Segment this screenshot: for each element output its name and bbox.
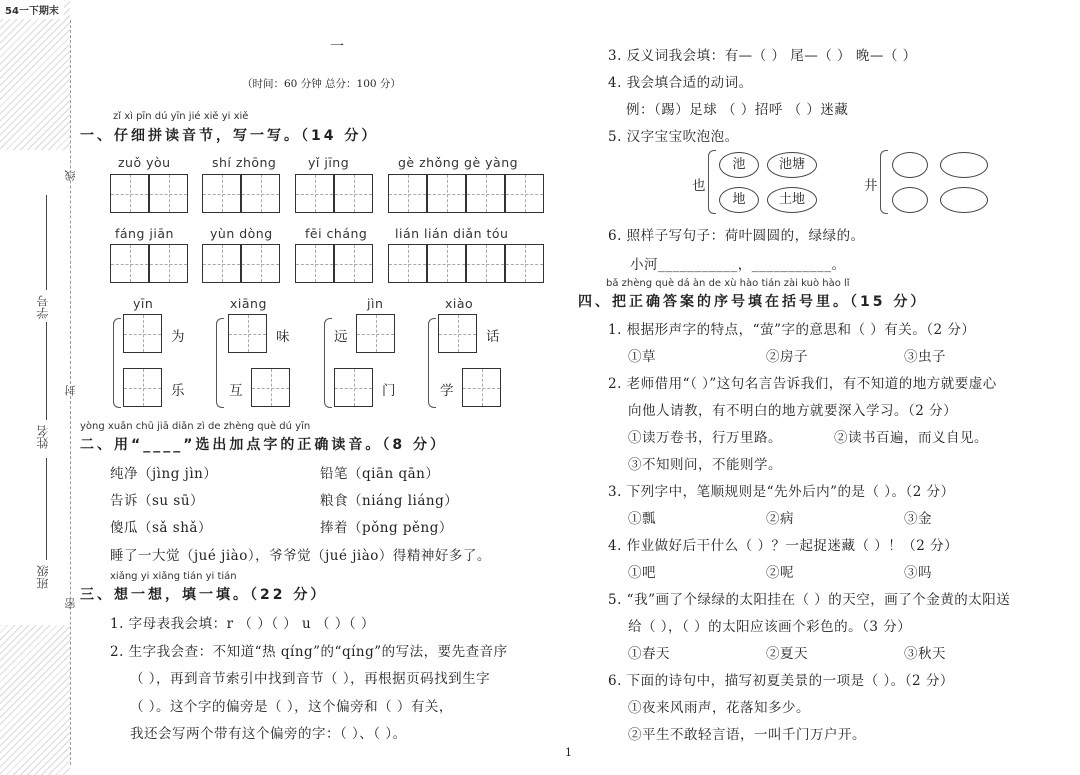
option[interactable]: ②呢 xyxy=(766,565,794,581)
exam-meta: （时间：60 分钟 总分：100 分） xyxy=(242,78,401,90)
tian-grid-box[interactable] xyxy=(334,174,373,213)
tian-grid-box[interactable] xyxy=(427,244,466,283)
bubble-brace-left xyxy=(708,150,716,214)
tian-grid-box[interactable] xyxy=(462,368,501,407)
option[interactable]: ①瓢 xyxy=(628,511,656,527)
s3-q6-line[interactable]: 小河___________，___________。 xyxy=(630,257,846,273)
option[interactable]: ②房子 xyxy=(766,349,808,365)
reading-item[interactable]: 告诉（su sū） xyxy=(110,493,205,509)
row3-pinyin-2: jìn xyxy=(367,296,384,311)
pair-char: 门 xyxy=(382,383,396,399)
s4-q4[interactable]: 4. 作业做好后干什么（ ）？一起捉迷藏（ ）！（2 分） xyxy=(608,538,959,554)
field-xingming-line[interactable] xyxy=(46,322,47,420)
field-label-xuehao: 学号 xyxy=(36,295,50,319)
pair-char: 味 xyxy=(276,329,290,345)
tian-grid-box[interactable] xyxy=(427,174,466,213)
section1-heading-pinyin: zǐ xì pīn dú yīn jié xiě yi xiě xyxy=(113,111,249,122)
bubble[interactable] xyxy=(892,187,928,213)
s4-q6[interactable]: 6. 下面的诗句中，描写初夏美景的一项是（ ）。（2 分） xyxy=(608,673,954,689)
reading-item-sentence[interactable]: 睡了一大觉（jué jiào），爷爷觉（jué jiào）得精神好多了。 xyxy=(110,548,491,564)
tian-grid-box[interactable] xyxy=(466,244,505,283)
row2-pinyin-0: fáng jiān xyxy=(115,226,174,241)
section2-heading: 二、用“____”选出加点字的正确读音。（8 分） xyxy=(80,437,448,453)
pair-brace xyxy=(428,318,436,408)
row2-pinyin-1: yùn dòng xyxy=(210,226,273,241)
tian-grid-box[interactable] xyxy=(466,174,505,213)
tian-grid-box[interactable] xyxy=(388,244,427,283)
tian-grid-box[interactable] xyxy=(241,244,280,283)
row3-pinyin-0: yīn xyxy=(133,296,154,311)
option[interactable]: ②平生不敢轻言语，一叫千门万户开。 xyxy=(628,727,866,743)
row1-pinyin-3: gè zhǒng gè yàng xyxy=(398,155,519,170)
reading-item[interactable]: 捧着（pǒng pěng） xyxy=(320,520,453,536)
pair-char: 远 xyxy=(334,329,348,345)
pair-char: 乐 xyxy=(171,383,185,399)
s4-q2-line1[interactable]: 2. 老师借用“（ ）”这句名言告诉我们，有不知道的地方就要虚心 xyxy=(608,376,997,392)
field-label-banji: 班级 xyxy=(36,565,50,589)
tian-grid-box[interactable] xyxy=(149,244,188,283)
tian-grid-box[interactable] xyxy=(202,174,241,213)
bubble-root-left: 也 xyxy=(692,178,706,194)
tian-grid-box[interactable] xyxy=(228,314,267,353)
row2-pinyin-2: fēi cháng xyxy=(305,226,368,241)
tian-grid-box[interactable] xyxy=(438,314,477,353)
tian-grid-box[interactable] xyxy=(388,174,427,213)
s3-q3[interactable]: 3. 反义词我会填：有—（ ） 尾—（ ） 晚—（ ） xyxy=(608,48,917,64)
section3-heading: 三、想一想，填一填。（22 分） xyxy=(80,587,328,603)
bubble[interactable]: 土地 xyxy=(767,187,817,213)
bubble[interactable] xyxy=(940,187,988,213)
tian-grid-box[interactable] xyxy=(149,174,188,213)
s3-q6: 6. 照样子写句子：荷叶圆圆的，绿绿的。 xyxy=(608,228,865,244)
bubble[interactable]: 池塘 xyxy=(767,152,817,178)
field-banji-line[interactable] xyxy=(46,458,47,560)
pair-brace xyxy=(216,318,224,408)
tian-grid-box[interactable] xyxy=(356,314,395,353)
row3-pinyin-3: xiào xyxy=(445,296,474,311)
tian-grid-box[interactable] xyxy=(295,174,334,213)
bubble[interactable] xyxy=(892,152,928,178)
section4-heading: 四、把正确答案的序号填在括号里。（15 分） xyxy=(578,294,928,310)
option[interactable]: ②病 xyxy=(766,511,794,527)
field-xuehao-line[interactable] xyxy=(46,195,47,290)
tian-grid-box[interactable] xyxy=(295,244,334,283)
pair-brace xyxy=(324,318,332,408)
option[interactable]: ②夏天 xyxy=(766,646,808,662)
row2-pinyin-3: lián lián diǎn tóu xyxy=(395,226,509,241)
tian-grid-box[interactable] xyxy=(334,244,373,283)
margin-label-mi: 密 xyxy=(64,598,77,609)
s4-q2-line2: 向他人请教，有不明白的地方就要深入学习。（2 分） xyxy=(628,403,958,419)
bubble-root-right: 井 xyxy=(864,178,878,194)
tian-grid-box[interactable] xyxy=(202,244,241,283)
tian-grid-box[interactable] xyxy=(110,244,149,283)
s4-q5-line2[interactable]: 给（ ），（ ）的太阳应该画个彩色的。（3 分） xyxy=(628,619,912,635)
section2-heading-pinyin: yòng xuǎn chū jiā diǎn zì de zhèng què dú yīn xyxy=(80,421,311,432)
option[interactable]: ③不知则问，不能则学。 xyxy=(628,457,782,473)
bubble[interactable] xyxy=(940,152,988,178)
s4-q1[interactable]: 1. 根据形声字的特点，“萤”字的意思和（ ）有关。（2 分） xyxy=(608,322,976,338)
s4-q3[interactable]: 3. 下列字中，笔顺规则是“先外后内”的是（ ）。（2 分） xyxy=(608,484,955,500)
option[interactable]: ③虫子 xyxy=(904,349,946,365)
reading-item[interactable]: 傻瓜（sǎ shǎ） xyxy=(110,520,212,536)
page-number: 1 xyxy=(565,746,572,759)
option[interactable]: ①夜来风雨声，花落知多少。 xyxy=(628,700,810,716)
section1-heading: 一、仔细拼读音节，写一写。（14 分） xyxy=(80,128,379,144)
s3-q5: 5. 汉字宝宝吹泡泡。 xyxy=(608,129,739,145)
s4-q5-line1[interactable]: 5. “我”画了个绿绿的太阳挂在（ ）的天空，画了个金黄的太阳送 xyxy=(608,592,1011,608)
tian-grid-box[interactable] xyxy=(110,174,149,213)
binding-hatch-bottom xyxy=(0,625,70,775)
s3-q2-line1: 2. 生字我会查：不知道“热 qíng”的“qíng”的写法，要先查音序 xyxy=(110,644,508,660)
pair-char: 互 xyxy=(229,383,243,399)
margin-label-feng: 封 xyxy=(64,385,77,396)
s3-q2-line4[interactable]: 我还会写两个带有这个偏旁的字：（ ）、（ ）。 xyxy=(130,726,407,742)
option[interactable]: ③秋天 xyxy=(904,646,946,662)
row1-pinyin-0: zuǒ yòu xyxy=(118,155,171,170)
tian-grid-box[interactable] xyxy=(241,174,280,213)
tian-grid-box[interactable] xyxy=(123,314,162,353)
binding-hatch-top xyxy=(0,0,70,150)
option[interactable]: ③吗 xyxy=(904,565,932,581)
s3-q2-line2[interactable]: （ ），再到音节索引中找到音节（ ），再根据页码找到生字 xyxy=(130,671,491,687)
bubble[interactable]: 池 xyxy=(719,152,759,178)
row3-pinyin-1: xiāng xyxy=(230,296,267,311)
option[interactable]: ①吧 xyxy=(628,565,656,581)
tian-grid-box[interactable] xyxy=(123,368,162,407)
pair-char: 话 xyxy=(486,329,500,345)
option[interactable]: ①读万卷书，行万里路。 xyxy=(628,430,782,446)
reading-item[interactable]: 铅笔（qiān qān） xyxy=(320,466,440,482)
bubble-brace-right xyxy=(880,150,888,214)
pair-brace xyxy=(113,318,121,408)
margin-label-xian: 线 xyxy=(64,170,77,181)
s3-q4-example[interactable]: 例：（踢）足球 （ ）招呼 （ ）迷藏 xyxy=(626,102,849,118)
option[interactable]: ②读书百遍，而义自见。 xyxy=(834,430,988,446)
bubble[interactable]: 地 xyxy=(719,187,759,213)
tian-grid-box[interactable] xyxy=(251,368,290,407)
reading-item[interactable]: 纯净（jìng jìn） xyxy=(110,466,218,482)
row1-pinyin-2: yǐ jīng xyxy=(308,155,350,170)
s3-q4: 4. 我会填合适的动词。 xyxy=(608,75,753,91)
pair-char: 为 xyxy=(171,329,185,345)
reading-item[interactable]: 粮食（niáng liáng） xyxy=(320,493,459,509)
option[interactable]: ③金 xyxy=(904,511,932,527)
tian-grid-box[interactable] xyxy=(505,244,544,283)
option[interactable]: ①春天 xyxy=(628,646,670,662)
pair-char: 学 xyxy=(440,383,454,399)
field-label-xingming: 姓名 xyxy=(36,425,50,449)
row1-pinyin-1: shí zhōng xyxy=(212,155,277,170)
s3-q1[interactable]: 1. 字母表我会填：r （ ）（ ） u （ ）（ ） xyxy=(110,616,375,632)
section3-heading-pinyin: xiǎng yi xiǎng tián yi tián xyxy=(110,571,237,582)
section4-heading-pinyin: bǎ zhèng què dá àn de xù hào tián zài kuò hào lǐ xyxy=(606,278,850,289)
option[interactable]: ①草 xyxy=(628,349,656,365)
page-title: 一 xyxy=(330,39,344,55)
tian-grid-box[interactable] xyxy=(334,368,373,407)
paper-code-tag: 54一下期末 xyxy=(0,0,64,19)
s3-q2-line3[interactable]: （ ）。这个字的偏旁是（ ），这个偏旁和（ ）有关， xyxy=(130,699,453,715)
tian-grid-box[interactable] xyxy=(505,174,544,213)
